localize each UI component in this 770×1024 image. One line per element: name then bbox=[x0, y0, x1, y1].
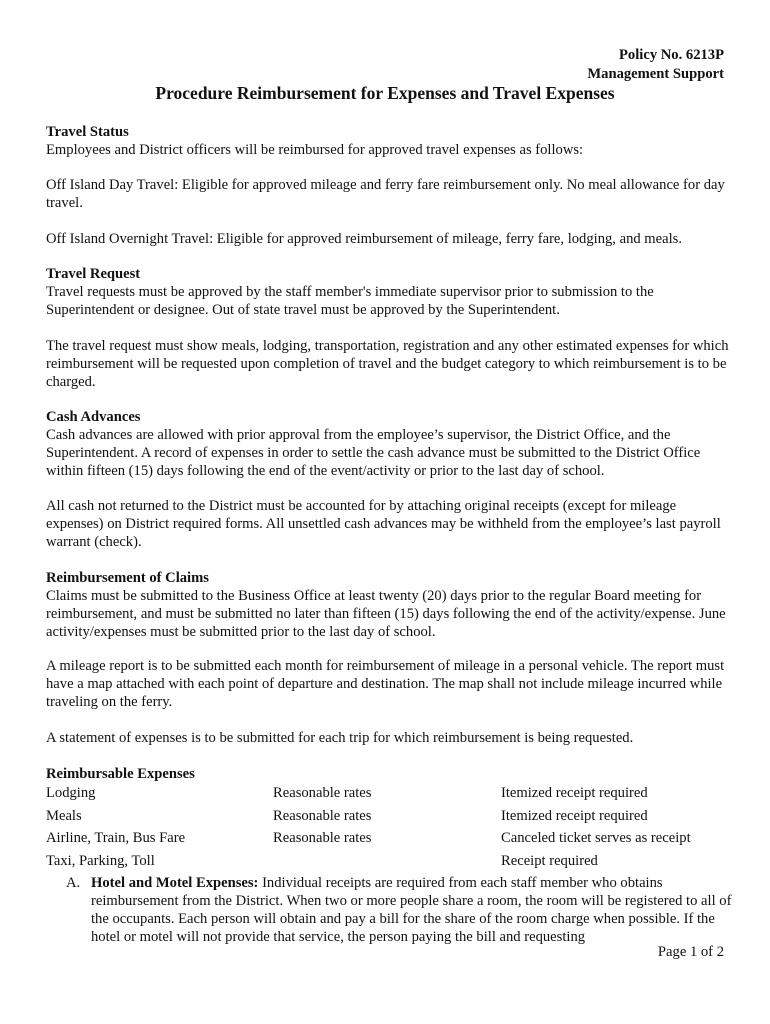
list-marker: A. bbox=[66, 875, 81, 891]
hotel-motel-body: Individual receipts are required from each staff member who obtains reimbursement from the District. When two or more people share a room, the room will be registered to all of the occupants. Each person will obtain and pay a bill for the share of the room charge when possible. If the hotel or motel will not provide that service, the person paying the bill and requesting bbox=[91, 875, 732, 945]
cash-advances-heading: Cash Advances bbox=[46, 409, 141, 425]
expense-row bbox=[46, 850, 736, 872]
travel-request-paragraph-2 bbox=[46, 337, 736, 391]
overnight-travel-text: Off Island Overnight Travel: Eligible for approved reimbursement of mileage, ferry fare, lodging, and meals. bbox=[46, 231, 682, 247]
travel-request-p2: The travel request must show meals, lodging, transportation, registration and any other estimated expenses for which reimbursement will be requested upon completion of travel and the budget category to which reimbursement is to be charged. bbox=[46, 338, 729, 390]
expense-item: Airline, Train, Bus Fare bbox=[46, 830, 186, 846]
expense-item: Taxi, Parking, Toll bbox=[46, 853, 155, 869]
cash-advances-p1: Cash advances are allowed with prior approval from the employee’s supervisor, the District Office, and the Superintendent. A record of expenses in order to settle the cash advance must be submitted to the District Office within fifteen (15) days following the end of the event/activity or prior to the last day of school. bbox=[46, 427, 701, 479]
reimbursable-expenses-heading: Reimbursable Expenses bbox=[46, 766, 195, 782]
expense-receipt: Itemized receipt required bbox=[501, 785, 648, 801]
reimbursement-claims-section bbox=[46, 569, 736, 641]
cash-advances-section bbox=[46, 408, 736, 480]
travel-request-section bbox=[46, 265, 736, 319]
travel-request-p1: Travel requests must be approved by the staff member's immediate supervisor prior to submission to the Superintendent or designee. Out of state travel must be approved by the Superintendent. bbox=[46, 284, 654, 318]
reimbursement-claims-p2: A mileage report is to be submitted each month for reimbursement of mileage in a personal vehicle. The report must have a map attached with each point of departure and destination. The map shall not include mileage incurred while traveling on the ferry. bbox=[46, 658, 725, 710]
reimbursable-expenses-heading-block bbox=[46, 765, 736, 783]
overnight-travel-paragraph bbox=[46, 230, 736, 248]
hotel-motel-list-item bbox=[66, 874, 736, 946]
expense-row bbox=[46, 805, 736, 827]
day-travel-text: Off Island Day Travel: Eligible for approved mileage and ferry fare reimbursement only. No meal allowance for day travel. bbox=[46, 177, 725, 211]
expense-item: Lodging bbox=[46, 785, 96, 801]
policy-section: Management Support bbox=[587, 66, 724, 82]
expense-row bbox=[46, 827, 736, 849]
reimbursement-claims-p1: Claims must be submitted to the Business Office at least twenty (20) days prior to the regular Board meeting for reimbursement, and must be submitted no later than fifteen (15) days following the end of the activity/expense. June activity/expenses must be submitted prior to the last day of school. bbox=[46, 588, 726, 640]
day-travel-paragraph bbox=[46, 176, 736, 212]
reimbursement-claims-p3: A statement of expenses is to be submitted for each trip for which reimbursement is being requested. bbox=[46, 730, 634, 746]
reimbursement-claims-heading: Reimbursement of Claims bbox=[46, 570, 209, 586]
expense-rate: Reasonable rates bbox=[273, 785, 372, 801]
cash-advances-p2: All cash not returned to the District must be accounted for by attaching original receipts (except for mileage expenses) on District required forms. All unsettled cash advances may be withheld from the employee’s last payroll warrant (check). bbox=[46, 498, 721, 550]
expense-row bbox=[46, 782, 736, 804]
travel-status-intro: Employees and District officers will be reimbursed for approved travel expenses as follows: bbox=[46, 142, 584, 158]
hotel-motel-text bbox=[91, 874, 736, 946]
expense-receipt: Itemized receipt required bbox=[501, 808, 648, 824]
mileage-report-paragraph bbox=[46, 657, 736, 711]
travel-status-heading: Travel Status bbox=[46, 124, 129, 140]
cash-advances-paragraph-2 bbox=[46, 497, 736, 551]
hotel-motel-label: Hotel and Motel Expenses: bbox=[91, 875, 259, 891]
policy-header bbox=[587, 46, 724, 84]
travel-status-section bbox=[46, 123, 736, 159]
expense-item: Meals bbox=[46, 808, 82, 824]
expense-receipt: Canceled ticket serves as receipt bbox=[501, 830, 691, 846]
expense-rate: Reasonable rates bbox=[273, 830, 372, 846]
statement-of-expenses-paragraph bbox=[46, 729, 736, 747]
expense-rate: Reasonable rates bbox=[273, 808, 372, 824]
document-title: Procedure Reimbursement for Expenses and Travel Expenses bbox=[155, 83, 615, 103]
travel-request-heading: Travel Request bbox=[46, 266, 141, 282]
expense-receipt: Receipt required bbox=[501, 853, 598, 869]
policy-number: Policy No. 6213P bbox=[619, 47, 724, 63]
page-number: Page 1 of 2 bbox=[657, 944, 724, 960]
